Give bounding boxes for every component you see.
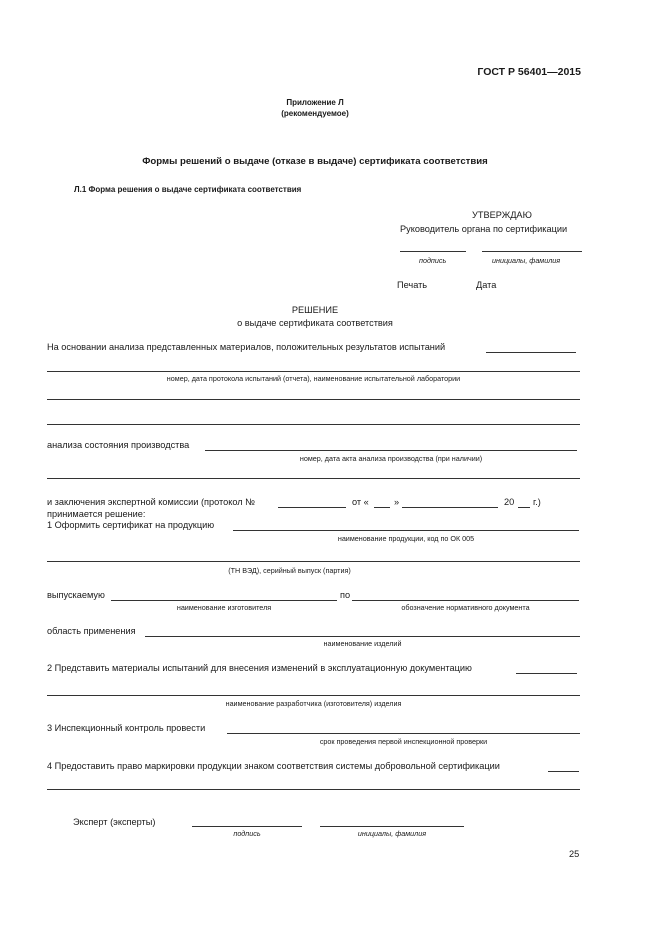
expert-name-line [320,826,464,827]
appendix-status: (рекомендуемое) [281,109,349,118]
item3-text: 3 Инспекционный контроль провести [47,723,206,733]
basis-text: На основании анализа представленных материалов, положительных результатов испытаний [47,342,446,352]
normdoc-caption: обозначение нормативного документа [401,603,530,612]
section-title: Л.1 Форма решения о выдаче сертификата соответствия [74,185,302,194]
blank-line-1 [47,399,580,400]
developer-caption: наименование разработчика (изготовителя) изделия [225,699,402,708]
commission-year: 20 [504,497,515,507]
protocol-line [47,371,580,372]
by-text: по [340,590,351,600]
experts-label: Эксперт (эксперты) [73,817,156,827]
item4-fill-line [548,771,579,772]
month-line [402,507,498,508]
approve-label: УТВЕРЖДАЮ [472,210,532,220]
production-caption: номер, дата акта анализа производства (при наличии) [299,454,483,463]
scope-text: область применения [47,626,136,636]
product-line-2 [47,561,580,562]
main-title: Формы решений о выдаче (отказе в выдаче) сертификата соответствия [142,156,488,167]
protocol-caption: номер, дата протокола испытаний (отчета), наименование испытательной лаборатории [166,374,461,383]
decision-title: РЕШЕНИЕ [291,305,339,315]
year-line [518,507,530,508]
commission-quote: » [394,497,400,507]
product-caption-2: (ТН ВЭД), серийный выпуск (партия) [228,566,351,575]
expert-sign-line [192,826,302,827]
commission-year-end: г.) [533,497,541,507]
scope-line [145,636,580,637]
production-text: анализа состояния производства [47,440,190,450]
commission-text: и заключения экспертной комиссии (протокол № [47,497,256,507]
decision-subtitle: о выдаче сертификата соответствия [237,318,393,328]
normdoc-line [352,600,579,601]
manufacturer-caption: наименование изготовителя [176,603,272,612]
developer-line [47,695,580,696]
basis-fill-line [486,352,576,353]
appendix-title: Приложение Л [286,98,344,107]
date-label: Дата [476,280,497,290]
stamp-label: Печать [397,280,428,290]
approver-name-line [482,251,582,252]
inspection-caption: срок проведения первой инспекционной проверки [319,737,488,746]
item1-text: 1 Оформить сертификат на продукцию [47,520,215,530]
scope-caption: наименование изделий [323,639,402,648]
blank-line-3 [47,478,580,479]
production-fill-line [205,450,577,451]
approver-sign-caption: подпись [419,256,447,265]
item2-text: 2 Представить материалы испытаний для внесения изменений в эксплуатационную документацию [47,663,472,673]
produced-text: выпускаемую [47,590,105,600]
page-number: 25 [569,849,580,859]
commission-from: от « [352,497,369,507]
item2-fill-line [516,673,577,674]
product-caption: наименование продукции, код по ОК 005 [337,534,475,543]
inspection-line [227,733,580,734]
expert-name-caption: инициалы, фамилия [357,829,427,838]
item4-text: 4 Предоставить право маркировки продукции знаком соответствия системы добровольной сертификации [47,761,500,771]
approver-name-caption: инициалы, фамилия [492,256,561,265]
decision-made: принимается решение: [47,509,146,519]
day-line [374,507,390,508]
expert-sign-caption: подпись [233,829,261,838]
protocol-number-line [278,507,346,508]
approver-title: Руководитель органа по сертификации [400,224,568,234]
manufacturer-line [111,600,337,601]
product-fill-line [233,530,579,531]
blank-line-2 [47,424,580,425]
item4-line-2 [47,789,580,790]
approver-sign-line [400,251,466,252]
standard-code: ГОСТ Р 56401—2015 [477,66,581,78]
